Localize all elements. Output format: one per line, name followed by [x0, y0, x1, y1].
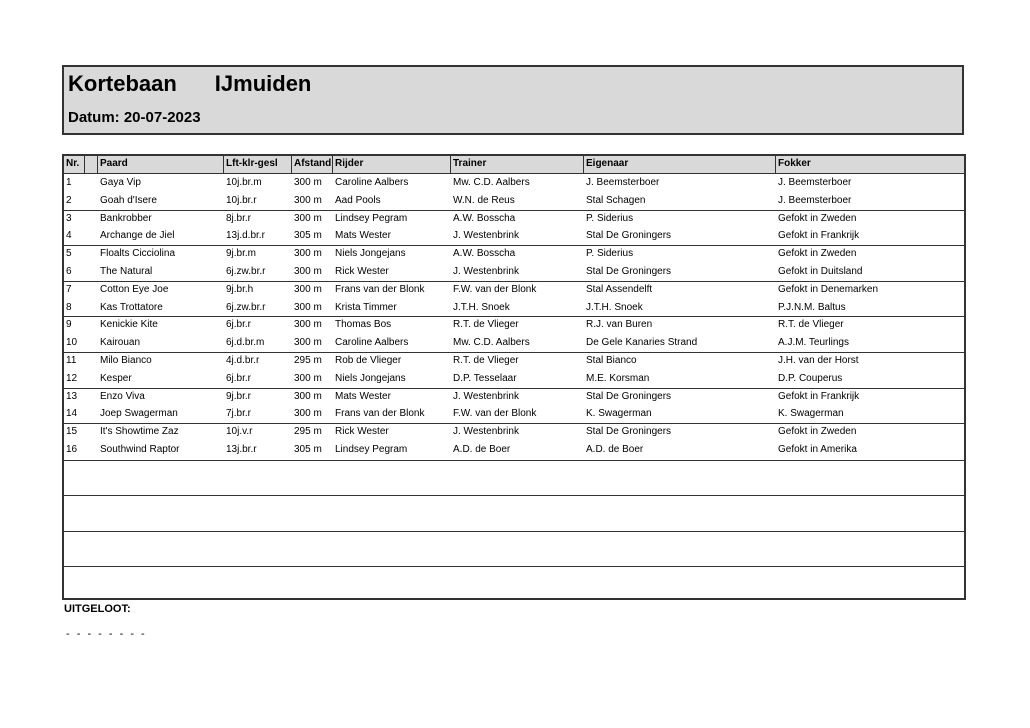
- cell-paard: Kas Trottatore: [100, 301, 163, 313]
- cell-trainer: J. Westenbrink: [453, 230, 519, 242]
- cell-nr: 14: [66, 408, 78, 420]
- cell-lft-klr-gesl: 4j.d.br.r: [226, 355, 260, 366]
- cell-paard: The Natural: [100, 266, 153, 277]
- col-fokker: Fokker: [778, 158, 811, 169]
- col-trainer: Trainer: [453, 158, 487, 169]
- cell-eigenaar: J. Beemsterboer: [586, 177, 660, 188]
- cell-nr: 6: [66, 266, 72, 277]
- cell-rijder: Rick Wester: [335, 426, 389, 438]
- cell-rijder: Mats Wester: [335, 230, 391, 242]
- cell-trainer: F.W. van der Blonk: [453, 283, 537, 295]
- cell-nr: 3: [66, 212, 72, 224]
- cell-fokker: Gefokt in Zweden: [778, 426, 857, 438]
- cell-rijder: Rob de Vlieger: [335, 355, 402, 366]
- cell-nr: 7: [66, 283, 72, 295]
- cell-eigenaar: P. Siderius: [586, 248, 634, 260]
- uitgeloot-list: - - - - - - - -: [66, 628, 147, 640]
- cell-rijder: Lindsey Pegram: [335, 212, 408, 224]
- cell-eigenaar: Stal De Groningers: [586, 390, 672, 402]
- cell-eigenaar: J.T.H. Snoek: [586, 301, 643, 313]
- cell-fokker: Gefokt in Duitsland: [778, 266, 863, 277]
- empty-row: [64, 566, 964, 601]
- cell-lft-klr-gesl: 6j.br.r: [226, 372, 252, 384]
- cell-afstand: 300 m: [294, 194, 322, 206]
- cell-eigenaar: Stal Schagen: [586, 194, 646, 206]
- cell-fokker: J. Beemsterboer: [778, 194, 852, 206]
- cell-rijder: Krista Timmer: [335, 301, 397, 313]
- cell-afstand: 300 m: [294, 408, 322, 420]
- cell-paard: Southwind Raptor: [100, 444, 180, 455]
- table-row: [64, 388, 964, 406]
- cell-trainer: A.W. Bosscha: [453, 248, 516, 260]
- table-row: [64, 227, 964, 245]
- cell-paard: Kesper: [100, 372, 132, 384]
- table-row: [64, 423, 964, 441]
- cell-trainer: J.T.H. Snoek: [453, 301, 510, 313]
- cell-fokker: J. Beemsterboer: [778, 177, 852, 188]
- cell-paard: Gaya Vip: [100, 177, 141, 188]
- table-row: [64, 370, 964, 388]
- cell-paard: Kairouan: [100, 337, 141, 349]
- cell-afstand: 295 m: [294, 355, 322, 366]
- cell-afstand: 300 m: [294, 248, 322, 260]
- title-kortebaan: Kortebaan: [68, 71, 177, 96]
- cell-nr: 10: [66, 337, 78, 349]
- cell-paard: Kenickie Kite: [100, 319, 158, 331]
- cell-afstand: 300 m: [294, 372, 322, 384]
- cell-eigenaar: R.J. van Buren: [586, 319, 653, 331]
- cell-rijder: Mats Wester: [335, 390, 391, 402]
- cell-trainer: J. Westenbrink: [453, 390, 519, 402]
- col-lft-klr-gesl: Lft-klr-gesl: [226, 158, 278, 169]
- race-table: [62, 154, 966, 600]
- cell-afstand: 295 m: [294, 426, 322, 438]
- cell-lft-klr-gesl: 6j.zw.br.r: [226, 266, 266, 277]
- cell-rijder: Lindsey Pegram: [335, 444, 408, 455]
- cell-lft-klr-gesl: 9j.br.h: [226, 283, 254, 295]
- cell-nr: 12: [66, 372, 78, 384]
- cell-eigenaar: M.E. Korsman: [586, 372, 650, 384]
- cell-nr: 4: [66, 230, 72, 242]
- table-row: [64, 281, 964, 299]
- col-paard: Paard: [100, 158, 128, 169]
- cell-fokker: Gefokt in Denemarken: [778, 283, 879, 295]
- cell-nr: 15: [66, 426, 78, 438]
- cell-fokker: Gefokt in Amerika: [778, 444, 857, 455]
- table-row: [64, 405, 964, 423]
- cell-fokker: R.T. de Vlieger: [778, 319, 844, 331]
- cell-lft-klr-gesl: 8j.br.r: [226, 212, 252, 224]
- cell-nr: 8: [66, 301, 72, 313]
- cell-trainer: D.P. Tesselaar: [453, 372, 517, 384]
- cell-lft-klr-gesl: 9j.br.m: [226, 248, 257, 260]
- cell-lft-klr-gesl: 10j.br.m: [226, 177, 262, 188]
- table-row: [64, 299, 964, 317]
- cell-lft-klr-gesl: 6j.br.r: [226, 319, 252, 331]
- uitgeloot-label: UITGELOOT:: [64, 603, 131, 615]
- cell-rijder: Caroline Aalbers: [335, 337, 409, 349]
- cell-trainer: J. Westenbrink: [453, 266, 519, 277]
- cell-eigenaar: Stal Bianco: [586, 355, 637, 366]
- table-row: [64, 174, 964, 192]
- cell-afstand: 300 m: [294, 301, 322, 313]
- table-row: [64, 210, 964, 228]
- cell-paard: Joep Swagerman: [100, 408, 178, 420]
- cell-eigenaar: Stal Assendelft: [586, 283, 653, 295]
- table-header: [64, 156, 964, 174]
- cell-paard: Enzo Viva: [100, 390, 145, 402]
- cell-afstand: 300 m: [294, 177, 322, 188]
- col-afstand: Afstand: [294, 158, 332, 169]
- cell-paard: It's Showtime Zaz: [100, 426, 179, 438]
- cell-trainer: R.T. de Vlieger: [453, 355, 519, 366]
- cell-afstand: 300 m: [294, 337, 322, 349]
- empty-row: [64, 531, 964, 566]
- cell-paard: Archange de Jiel: [100, 230, 175, 242]
- cell-rijder: Niels Jongejans: [335, 248, 406, 260]
- cell-fokker: Gefokt in Zweden: [778, 248, 857, 260]
- cell-nr: 5: [66, 248, 72, 260]
- cell-lft-klr-gesl: 10j.br.r: [226, 194, 257, 206]
- cell-rijder: Frans van der Blonk: [335, 408, 425, 420]
- cell-nr: 13: [66, 390, 78, 402]
- cell-eigenaar: Stal De Groningers: [586, 266, 672, 277]
- cell-lft-klr-gesl: 13j.d.br.r: [226, 230, 265, 242]
- cell-fokker: D.P. Couperus: [778, 372, 843, 384]
- cell-afstand: 300 m: [294, 266, 322, 277]
- cell-nr: 11: [66, 355, 77, 366]
- cell-paard: Cotton Eye Joe: [100, 283, 169, 295]
- cell-trainer: A.W. Bosscha: [453, 212, 516, 224]
- cell-fokker: J.H. van der Horst: [778, 355, 859, 366]
- table-row: [64, 245, 964, 263]
- col-eigenaar: Eigenaar: [586, 158, 629, 169]
- cell-trainer: A.D. de Boer: [453, 444, 511, 455]
- cell-fokker: P.J.N.M. Baltus: [778, 301, 846, 313]
- cell-fokker: A.J.M. Teurlings: [778, 337, 849, 349]
- cell-trainer: R.T. de Vlieger: [453, 319, 519, 331]
- cell-rijder: Frans van der Blonk: [335, 283, 425, 295]
- title-location: IJmuiden: [214, 71, 312, 96]
- table-row: [64, 263, 964, 281]
- cell-paard: Bankrobber: [100, 212, 152, 224]
- cell-lft-klr-gesl: 10j.v.r: [226, 426, 253, 438]
- cell-paard: Milo Bianco: [100, 355, 152, 366]
- table-row: [64, 192, 964, 210]
- cell-paard: Goah d'Isere: [100, 194, 157, 206]
- cell-lft-klr-gesl: 6j.d.br.m: [226, 337, 265, 349]
- cell-afstand: 300 m: [294, 390, 322, 402]
- cell-trainer: Mw. C.D. Aalbers: [453, 177, 530, 188]
- col-nr: Nr.: [66, 158, 80, 169]
- page-title: [68, 71, 311, 97]
- cell-lft-klr-gesl: 9j.br.r: [226, 390, 252, 402]
- header-box: [62, 65, 964, 135]
- cell-trainer: Mw. C.D. Aalbers: [453, 337, 530, 349]
- cell-eigenaar: Stal De Groningers: [586, 230, 672, 242]
- cell-rijder: Aad Pools: [335, 194, 381, 206]
- cell-eigenaar: A.D. de Boer: [586, 444, 644, 455]
- cell-rijder: Niels Jongejans: [335, 372, 406, 384]
- col-rijder: Rijder: [335, 158, 364, 169]
- table-row: [64, 334, 964, 352]
- cell-lft-klr-gesl: 13j.br.r: [226, 444, 257, 455]
- cell-fokker: Gefokt in Frankrijk: [778, 230, 860, 242]
- cell-lft-klr-gesl: 7j.br.r: [226, 408, 252, 420]
- cell-trainer: J. Westenbrink: [453, 426, 519, 438]
- cell-afstand: 300 m: [294, 212, 322, 224]
- cell-eigenaar: K. Swagerman: [586, 408, 652, 420]
- cell-rijder: Rick Wester: [335, 266, 389, 277]
- cell-nr: 9: [66, 319, 72, 331]
- cell-afstand: 300 m: [294, 283, 322, 295]
- cell-eigenaar: De Gele Kanaries Strand: [586, 337, 698, 349]
- empty-row: [64, 460, 964, 495]
- cell-eigenaar: Stal De Groningers: [586, 426, 672, 438]
- table-row: [64, 316, 964, 334]
- cell-rijder: Thomas Bos: [335, 319, 392, 331]
- cell-afstand: 300 m: [294, 319, 322, 331]
- cell-nr: 2: [66, 194, 72, 206]
- cell-eigenaar: P. Siderius: [586, 212, 634, 224]
- cell-rijder: Caroline Aalbers: [335, 177, 409, 188]
- race-date: Datum: 20-07-2023: [68, 109, 201, 126]
- cell-trainer: F.W. van der Blonk: [453, 408, 537, 420]
- table-row: [64, 441, 964, 459]
- cell-lft-klr-gesl: 6j.zw.br.r: [226, 301, 266, 313]
- cell-fokker: Gefokt in Frankrijk: [778, 390, 860, 402]
- cell-paard: Floalts Cicciolina: [100, 248, 176, 260]
- cell-fokker: K. Swagerman: [778, 408, 844, 420]
- cell-afstand: 305 m: [294, 444, 322, 455]
- table-row: [64, 352, 964, 370]
- cell-nr: 1: [66, 177, 72, 188]
- empty-row: [64, 495, 964, 530]
- cell-afstand: 305 m: [294, 230, 322, 242]
- cell-trainer: W.N. de Reus: [453, 194, 515, 206]
- cell-nr: 16: [66, 444, 78, 455]
- cell-fokker: Gefokt in Zweden: [778, 212, 857, 224]
